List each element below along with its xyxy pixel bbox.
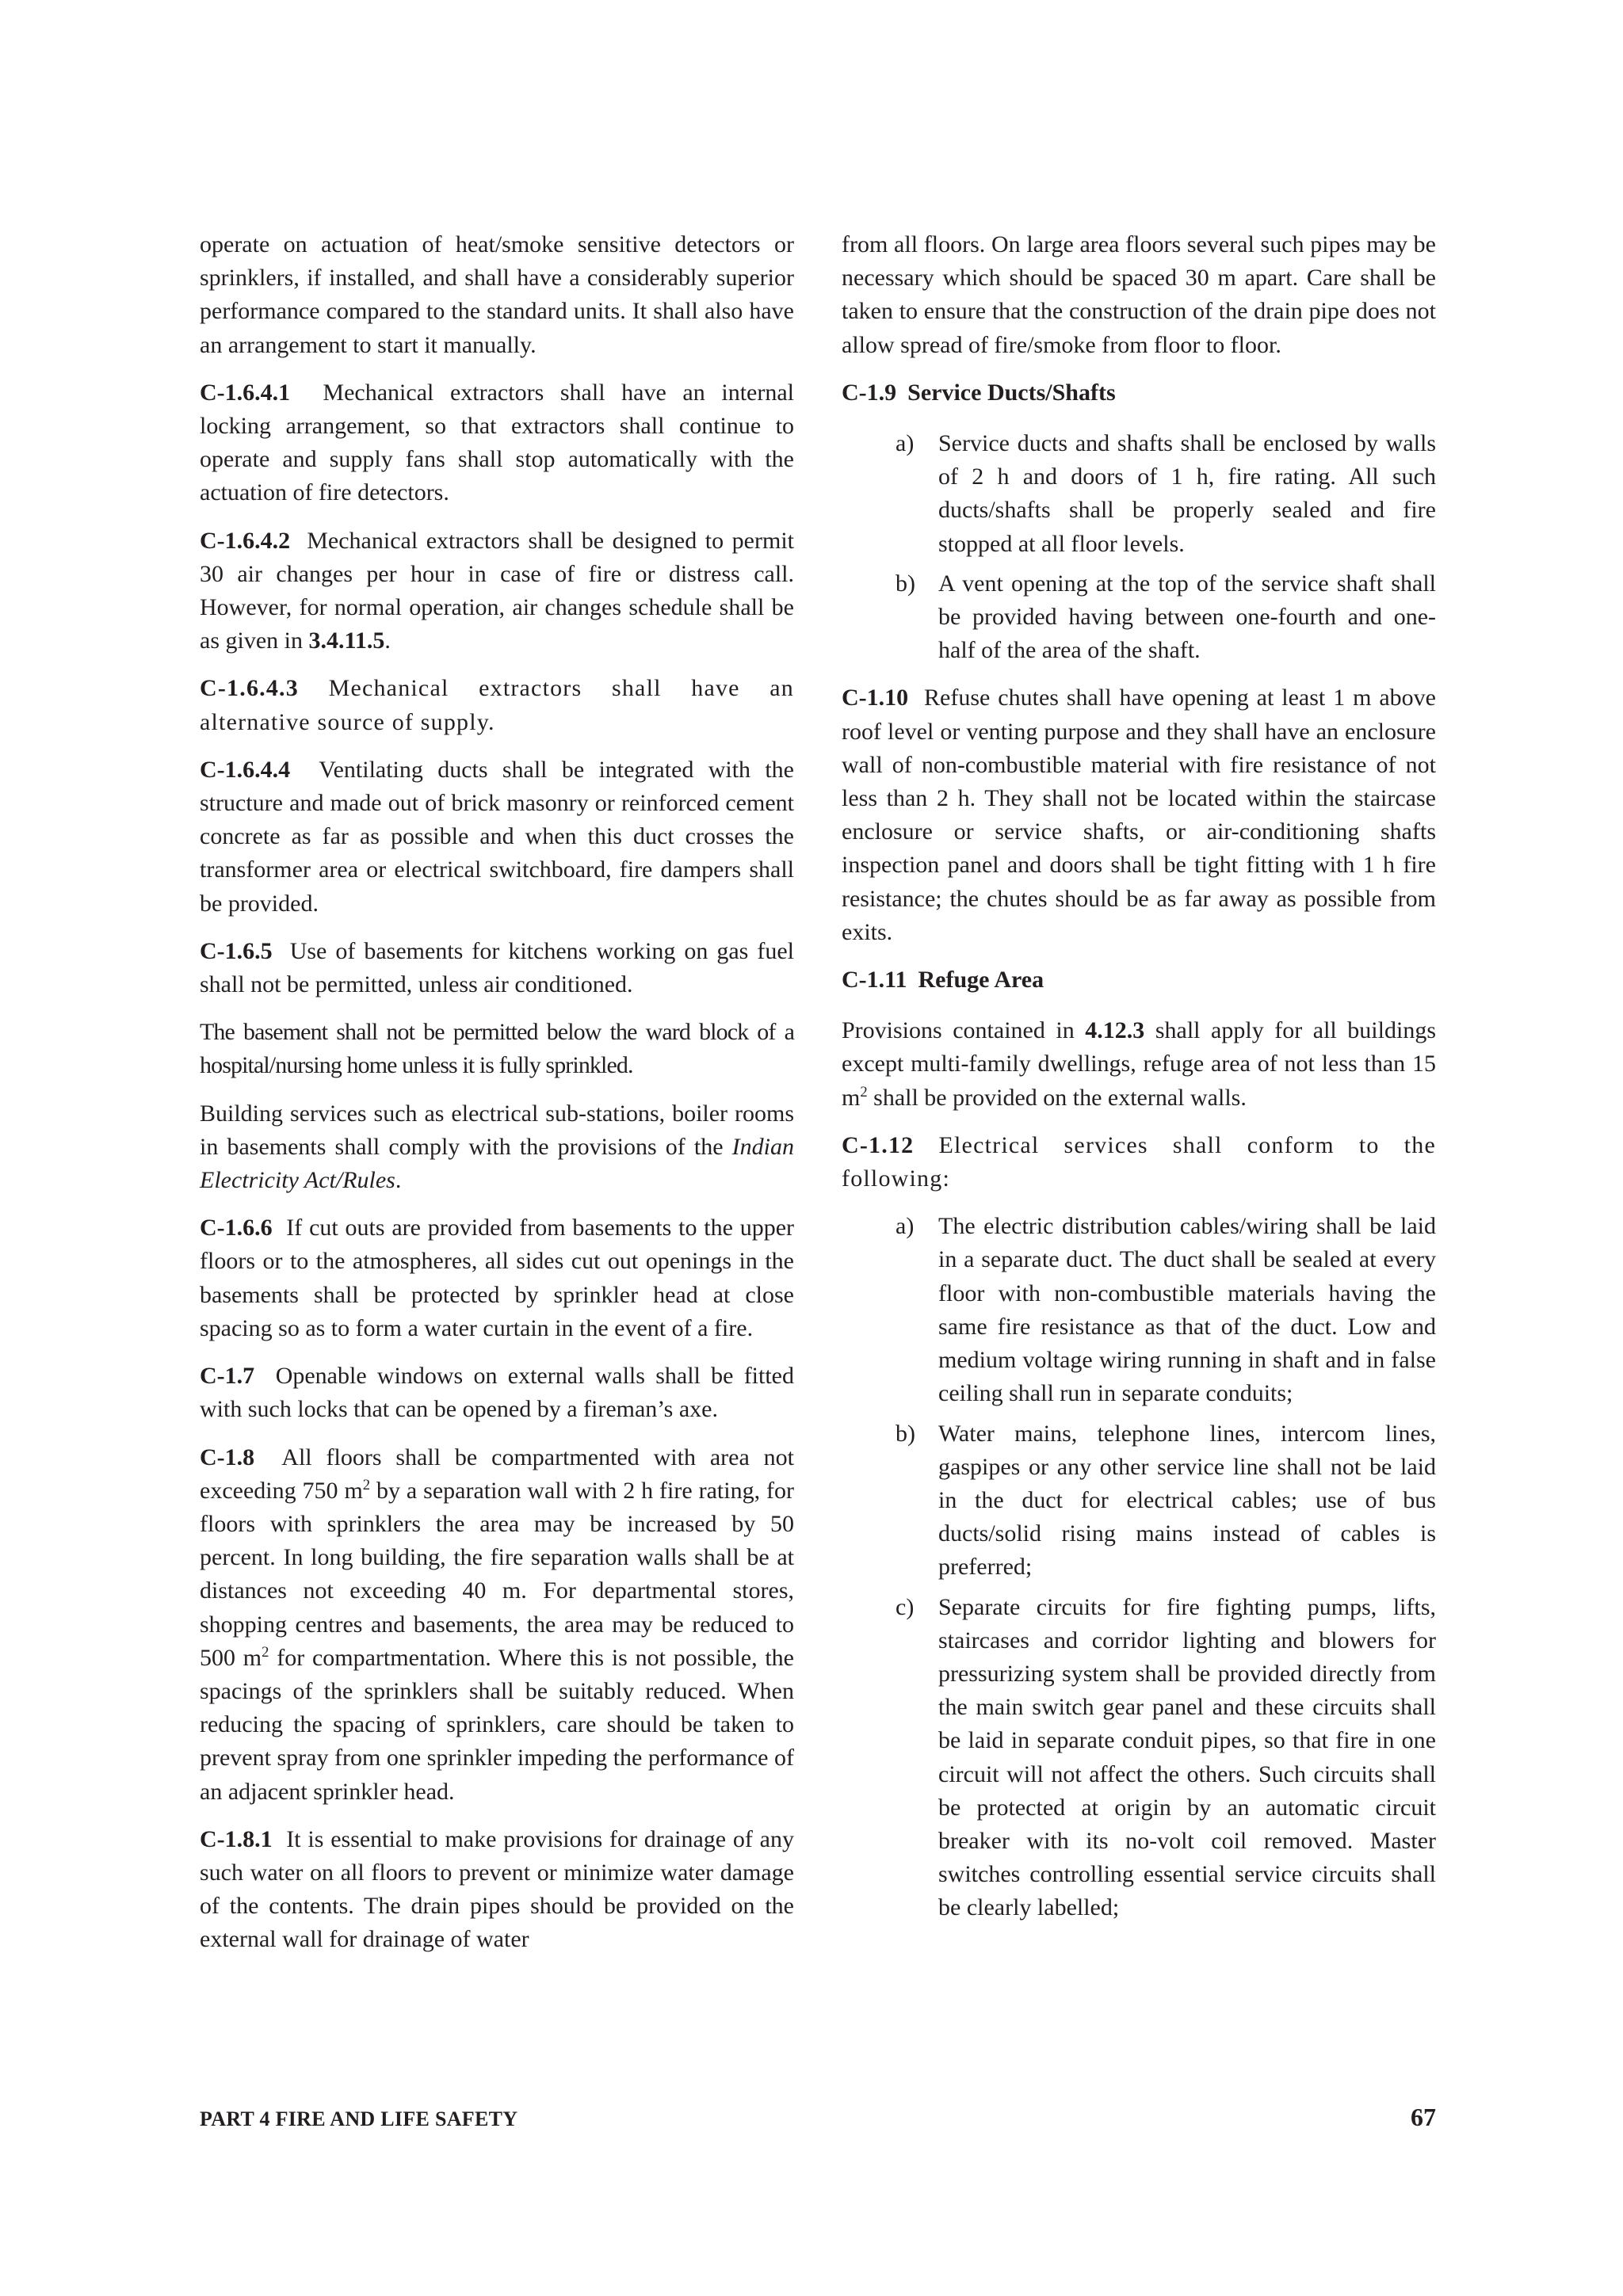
list-item-text: The electric distribution cables/wiring shall be laid in a separate duct. The duct shall be sealed at every floor with non-combustible materials having the same fire resistance as that of the duct. Low and medium voltage wiring running in shaft and in false ceiling shall run in separate conduits; — [938, 1213, 1436, 1407]
section-heading-c-1-9 — [842, 376, 1436, 410]
act-title: Indian Electricity Act/Rules — [200, 1133, 794, 1194]
clause-text: If cut outs are provided from basements to the upper floors or to the atmospheres, all sides cut out openings in the basements shall be protected by sprinkler head at close spacing so as to form a water curtain in the event of a fire. — [200, 1215, 795, 1341]
clause-c-1-8-1 — [200, 1823, 794, 1957]
paragraph-text-b: shall apply for all buildings except multi-family dwellings, refuge area of not less than 15 m — [842, 1017, 1436, 1111]
list-item-label: b) — [896, 570, 915, 597]
continued-paragraph: operate on actuation of heat/smoke sensitive detectors or sprinklers, if installed, and shall have a considerably superior performance compared to the standard units. It shall also have an arrangement to start it manually. — [200, 231, 794, 358]
right-column — [842, 228, 1436, 1939]
clause-c-1-6-6 — [200, 1211, 794, 1345]
list-item-text: Separate circuits for fire fighting pumps, lifts, staircases and corridor lighting and blowers for pressurizing system shall be provided directly from the main switch gear panel and these circuits shall be laid in separate conduit pipes, so that fire in one circuit will not affect the others. Such circuits shall be protected at origin by an automatic circuit breaker with its no-volt coil removed. Master switches controlling essential service circuits shall be clearly labelled; — [938, 1593, 1436, 1921]
clause-c-1-12 — [842, 1129, 1436, 1196]
service-ducts-list — [842, 427, 1436, 667]
list-item-text: Water mains, telephone lines, intercom lines, gaspipes or any other service line shall not be laid in the duct for electrical cables; use of bus ducts/solid rising mains instead of cables is preferred; — [938, 1420, 1436, 1581]
clause-text: Refuse chutes shall have opening at least 1 m above roof level or venting purpose and they shall have an enclosure wall of non-combustible material with fire resistance of not less than 2 h. They shall not be located within the staircase enclosure or service shafts, or air-conditioning shafts inspection panel and doors shall be tight fitting with 1 h fire resistance; the chutes should be as far away as possible from exits. — [842, 685, 1437, 945]
list-item-label: a) — [896, 430, 915, 457]
section-title: Service Ducts/Shafts — [907, 379, 1116, 406]
clause-number: C-1.11 — [842, 967, 907, 994]
list-item — [842, 1210, 1436, 1410]
footer-part-title: PART 4 FIRE AND LIFE SAFETY — [200, 2107, 518, 2130]
clause-c-1-6-4-3 — [200, 672, 794, 738]
clause-number: C-1.10 — [842, 685, 909, 711]
clause-text-a: All floors shall be compartmented with area not exceeding 750 m — [200, 1444, 794, 1504]
list-item — [842, 427, 1436, 561]
section-title: Refuge Area — [918, 967, 1044, 994]
building-services-paragraph — [200, 1097, 794, 1198]
list-item-text: A vent opening at the top of the service shaft shall be provided having between one-fourth and one-half of the area of the shaft. — [938, 570, 1436, 664]
clause-text-c: for compartmentation. Where this is not possible, the spacings of the sprinklers shall be suitably reduced. When reducing the spacing of sprinklers, care should be taken to prevent spray from one sprinkler impeding the performance of an adjacent sprinkler head. — [200, 1644, 794, 1805]
clause-c-1-7 — [200, 1360, 794, 1426]
superscript: 2 — [362, 1476, 371, 1493]
section-heading-c-1-11 — [842, 963, 1436, 997]
list-item — [842, 1591, 1436, 1925]
list-item-label: c) — [896, 1593, 915, 1620]
left-column — [200, 228, 794, 1971]
paragraph-text: Building services such as electrical sub-stations, boiler rooms in basements shall comply with the provisions of the — [200, 1100, 794, 1160]
clause-c-1-6-5 — [200, 935, 794, 1001]
list-item-text: Service ducts and shafts shall be enclosed by walls of 2 h and doors of 1 h, fire rating. All such ducts/shafts shall be properly sealed and fire stopped at all floor levels. — [938, 430, 1436, 557]
clause-c-1-6-4-1 — [200, 376, 794, 510]
clause-number: C-1.12 — [842, 1131, 915, 1158]
clause-text: Ventilating ducts shall be integrated with the structure and made out of brick masonry or reinforced cement concrete as far as possible and when this duct crosses the transformer area or electrical switchboard, fire dampers shall be provided. — [200, 756, 794, 917]
superscript: 2 — [262, 1643, 269, 1661]
list-item — [842, 1417, 1436, 1585]
clause-number: C-1.6.4.4 — [200, 756, 291, 783]
basement-paragraph: The basement shall not be permitted below the ward block of a hospital/nursing home unless it is fully sprinkled. — [200, 1019, 794, 1079]
paragraph-text-c: shall be provided on the external walls. — [867, 1084, 1247, 1111]
list-item-label: a) — [896, 1213, 915, 1240]
clause-c-1-10 — [842, 681, 1436, 949]
clause-c-1-6-4-4 — [200, 753, 794, 921]
clause-number: C-1.6.4.2 — [200, 527, 291, 554]
clause-number: C-1.6.4.1 — [200, 379, 291, 406]
clause-reference: 4.12.3 — [1085, 1017, 1145, 1044]
page-number: 67 — [1411, 2103, 1436, 2131]
clause-number: C-1.8.1 — [200, 1825, 273, 1852]
clause-text: Electrical services shall conform to the following: — [842, 1131, 1436, 1192]
clause-text: Mechanical extractors shall be designed to permit 30 air changes per hour in case of fire or distress call. However, for normal operation, air changes schedule shall be as given in — [200, 527, 794, 654]
clause-number: C-1.7 — [200, 1363, 255, 1390]
refuge-area-paragraph — [842, 1014, 1436, 1115]
clause-number: C-1.6.5 — [200, 937, 273, 964]
paragraph-end: . — [395, 1167, 402, 1194]
clause-number: C-1.9 — [842, 379, 897, 406]
paragraph-text-a: Provisions contained in — [842, 1017, 1075, 1044]
list-item-label: b) — [896, 1420, 915, 1447]
clause-text-b: by a separation wall with 2 h fire rating, for floors with sprinklers the area may be increased by 50 percent. In long building, the fire separation walls shall be at distances not exceeding 40 m. For departmental stores, shopping centres and basements, the area may be reduced to 500 m — [200, 1477, 794, 1671]
clause-c-1-8 — [200, 1441, 794, 1809]
clause-number: C-1.6.4.3 — [200, 675, 299, 702]
clause-text: It is essential to make provisions for drainage of any such water on all floors to prevent or minimize water damage of the contents. The drain pipes should be provided on the external wall for drainage of water — [200, 1825, 794, 1953]
electrical-services-list — [842, 1210, 1436, 1924]
clause-number: C-1.6.6 — [200, 1215, 273, 1241]
clause-reference: 3.4.11.5 — [308, 627, 385, 654]
clause-text-end: . — [384, 627, 391, 654]
list-item — [842, 567, 1436, 668]
clause-number: C-1.8 — [200, 1444, 255, 1470]
superscript: 2 — [860, 1083, 868, 1100]
clause-c-1-6-4-2 — [200, 524, 794, 658]
clause-text: Mechanical extractors shall have an alternative source of supply. — [200, 675, 794, 735]
clause-text: Openable windows on external walls shall be fitted with such locks that can be opened by a fireman’s axe. — [200, 1363, 795, 1423]
clause-text: Use of basements for kitchens working on gas fuel shall not be permitted, unless air conditioned. — [200, 937, 794, 998]
page-footer — [200, 2103, 1436, 2131]
clause-text: Mechanical extractors shall have an internal locking arrangement, so that extractors shall continue to operate and supply fans shall stop automatically with the actuation of fire detectors. — [200, 379, 794, 506]
continued-paragraph: from all floors. On large area floors several such pipes may be necessary which should be spaced 30 m apart. Care shall be taken to ensure that the construction of the drain pipe does not allow spread of fire/smoke from floor to floor. — [842, 231, 1436, 358]
